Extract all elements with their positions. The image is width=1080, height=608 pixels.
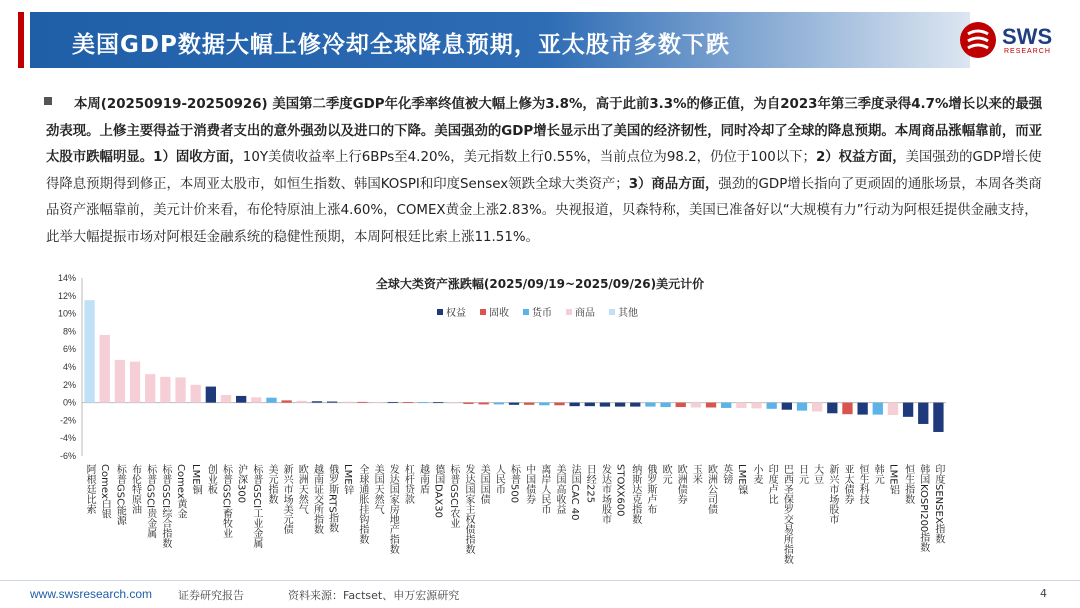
summary-equity: 美国强劲的GDP增长使得降息预期得到修正，本周亚太股市，如恒生指数、韩国KOSPI和印度Sensex领跌全球大类资产；: [46, 150, 1042, 192]
bar: [751, 403, 761, 409]
bar: [797, 403, 807, 411]
category-label: 标普GSCI畜牧业: [220, 464, 232, 539]
bar: [463, 403, 473, 404]
legend-swatch: [609, 309, 615, 315]
category-label: 大豆: [811, 464, 823, 484]
category-label: 全球通胀挂钩指数: [356, 464, 368, 544]
category-label: 沪深300: [235, 464, 247, 504]
category-label: 标普GSCI综合指数: [159, 464, 171, 549]
bar: [221, 395, 231, 403]
legend-swatch: [523, 309, 529, 315]
category-label: 欧元: [660, 464, 672, 484]
page-header: [0, 0, 1080, 80]
y-tick-label: -6%: [59, 451, 76, 461]
bar: [145, 374, 155, 402]
category-label: 越南盾: [417, 464, 429, 494]
category-label: 玉米: [690, 464, 702, 484]
category-label: 印度SENSEX指数: [932, 464, 944, 544]
bar: [448, 403, 458, 404]
sws-logo: [958, 18, 1066, 62]
bar: [266, 398, 276, 403]
category-label: 恒生科技: [857, 464, 869, 504]
bar: [736, 403, 746, 408]
category-label: 标普500: [508, 464, 520, 504]
category-label: 小麦: [751, 464, 763, 484]
bar: [630, 403, 640, 407]
category-label: 欧洲天然气: [296, 464, 308, 514]
category-label: Comex白银: [99, 464, 111, 519]
bar: [100, 335, 110, 403]
category-label: 欧洲公司债: [705, 464, 717, 514]
category-label: 越南证交所指数: [311, 464, 323, 534]
bar: [615, 403, 625, 407]
bar: [903, 403, 913, 417]
category-label: 标普GSC能源: [114, 464, 126, 526]
category-label: 阿根廷比索: [84, 464, 96, 514]
y-tick-label: 12%: [57, 290, 76, 301]
category-label: 日元: [796, 464, 808, 484]
bar: [327, 402, 337, 403]
category-label: 布伦特原油: [129, 464, 141, 514]
y-tick-label: 4%: [62, 362, 76, 372]
bar: [372, 402, 382, 403]
legend-swatch: [566, 309, 572, 315]
category-label: 美国国债: [478, 464, 490, 504]
bar: [312, 401, 322, 402]
bar: [251, 397, 261, 402]
chart-title: 全球大类资产涨跌幅(2025/09/19~2025/09/26)美元计价: [375, 277, 705, 291]
bar: [676, 403, 686, 407]
y-tick-label: 6%: [62, 344, 76, 355]
category-label: STOXX600: [614, 464, 626, 517]
category-label: 韩国KOSPI200指数: [917, 464, 929, 553]
category-label: LME铝: [887, 464, 899, 495]
bar: [554, 403, 564, 406]
bar: [857, 403, 867, 415]
y-tick-label: 2%: [62, 379, 76, 390]
bar: [888, 403, 898, 415]
category-label: 标普GSCI贵金属: [144, 464, 156, 539]
bar: [84, 300, 94, 402]
page-footer: [0, 580, 1080, 608]
bar: [509, 403, 519, 405]
bar: [433, 402, 443, 403]
footer-source: 资料来源：Factset、申万宏源研究: [288, 589, 460, 602]
page-title: 美国GDP数据大幅上修冷却全球降息预期，亚太股市多数下跌: [72, 32, 730, 58]
category-label: 标普GSCI工业金属: [250, 464, 262, 549]
sws-logo-icon: [958, 20, 998, 60]
bar: [600, 403, 610, 407]
category-label: 韩元: [872, 464, 884, 484]
category-label: 杠杆贷款: [402, 464, 414, 504]
summary-fixed-income: 10Y美债收益率上行6BPs至4.20%，美元指数上行0.55%，当前点位为98.2，仍位于100以下；: [242, 150, 816, 165]
summary-commodity-label: 3）商品方面，: [628, 176, 719, 192]
bar: [569, 403, 579, 407]
footer-url[interactable]: www.swsresearch.com: [30, 587, 153, 601]
bar: [842, 403, 852, 415]
category-label: Comex黄金: [175, 464, 187, 519]
category-label: 恒生指数: [902, 464, 914, 504]
summary-equity-label: 2）权益方面，: [815, 150, 906, 165]
bar: [873, 403, 883, 415]
category-label: 英镑: [720, 464, 732, 484]
bar: [645, 403, 655, 407]
asset-returns-chart: [0, 268, 1080, 580]
header-accent: [18, 12, 24, 68]
legend-label: 商品: [575, 308, 595, 319]
bar: [357, 402, 367, 403]
bar: [585, 403, 595, 407]
category-label: 俄罗斯卢布: [644, 464, 656, 514]
category-label: 欧洲债券: [675, 464, 687, 504]
bar: [767, 403, 777, 409]
bar: [706, 403, 716, 408]
category-label: 纳斯达克指数: [629, 464, 641, 524]
legend-label: 权益: [446, 308, 466, 319]
bar: [933, 403, 943, 432]
category-label: LME铜: [190, 464, 202, 495]
legend-label: 货币: [532, 308, 552, 319]
legend-label: 固收: [489, 308, 509, 319]
category-label: 法国CAC 40: [569, 464, 581, 521]
category-label: 巴西圣保罗交易所指数: [781, 464, 793, 564]
bar: [236, 396, 246, 403]
bar: [175, 377, 185, 402]
summary-lead: 本周(20250919-20250926) 美国第二季度GDP年化季率终值被大幅上修为3.8%，高于此前3.3%的修正值，为自2023年第三季度录得4.7%增长以来的最强劲表现。上修主要得益于消费者支出的意外强劲以及进口的下降。美国强劲的GDP增长显示出了美国的经济韧性，同时冷却了全球的降息预期。本周商品涨幅靠前，而亚太股市跌幅明显。1）固收方面，: [46, 97, 1043, 165]
bar: [342, 402, 352, 403]
footer-report-label: 证券研究报告: [178, 589, 244, 602]
category-label: 离岸人民币: [538, 464, 550, 514]
category-label: LME镍: [735, 464, 747, 495]
category-label: 中国债券: [523, 464, 535, 504]
y-tick-label: 8%: [62, 326, 76, 337]
legend-swatch: [480, 309, 486, 315]
bar: [721, 403, 731, 408]
y-tick-label: 14%: [57, 273, 76, 283]
category-label: 发达国家房地产指数: [387, 464, 399, 554]
bar: [782, 403, 792, 410]
bar: [691, 403, 701, 408]
bar: [206, 387, 216, 403]
category-label: 美国高收益: [553, 464, 565, 514]
bar: [388, 402, 398, 403]
category-label: 美元指数: [265, 464, 277, 504]
y-tick-label: 10%: [57, 308, 76, 319]
category-label: 标普GSCI农业: [447, 464, 459, 529]
bar: [494, 403, 504, 405]
page-number: 4: [1040, 587, 1047, 600]
y-tick-label: -4%: [59, 433, 76, 444]
y-tick-label: -2%: [59, 415, 76, 426]
bar: [403, 402, 413, 403]
category-label: 印度卢比: [766, 464, 778, 504]
category-label: 创业板: [205, 464, 217, 494]
summary-text: [46, 92, 1046, 251]
bar: [479, 403, 489, 405]
bar: [115, 360, 125, 403]
logo-text: SWS: [1002, 24, 1053, 49]
category-label: 发达市场股市: [599, 464, 611, 524]
bar: [130, 362, 140, 403]
bar: [539, 403, 549, 406]
category-label: LME锌: [341, 464, 353, 495]
legend-swatch: [437, 309, 443, 315]
category-label: 新兴市场美元债: [281, 464, 293, 534]
y-tick-label: 0%: [62, 397, 76, 408]
category-label: 俄罗斯RTS指数: [326, 464, 338, 533]
summary-commodity: 强劲的GDP增长指向了更顽固的通胀场景，本周各类商品资产涨幅靠前，美元计价来看，布伦特原油上涨4.60%，COMEX黄金上涨2.83%。央视报道，贝森特称，美国已准备好以“大规模有力”行动为阿根廷提供金融支持，此举大幅提振市场对阿根廷金融系统的稳健性预期，本周阿根廷比索上涨11.51%。: [46, 176, 1042, 245]
category-label: 日经225: [584, 464, 596, 504]
bar: [827, 403, 837, 414]
legend-label: 其他: [618, 308, 638, 319]
chart-svg: [0, 268, 1080, 580]
category-label: 人民币: [493, 464, 505, 494]
bar: [191, 385, 201, 403]
bar: [524, 403, 534, 405]
bar: [160, 377, 170, 403]
category-label: 发达国家主权债指数: [463, 464, 475, 554]
category-label: 亚太债券: [841, 464, 853, 504]
category-label: 德国DAX30: [432, 464, 444, 518]
bar: [297, 401, 307, 403]
category-label: 新兴市场股市: [826, 464, 838, 524]
logo-subtext: RESEARCH: [1004, 48, 1051, 55]
bar: [660, 403, 670, 407]
bar: [812, 403, 822, 412]
bar: [918, 403, 928, 424]
bar: [418, 402, 428, 403]
bar: [281, 400, 291, 402]
category-label: 美国天然气: [372, 464, 384, 514]
